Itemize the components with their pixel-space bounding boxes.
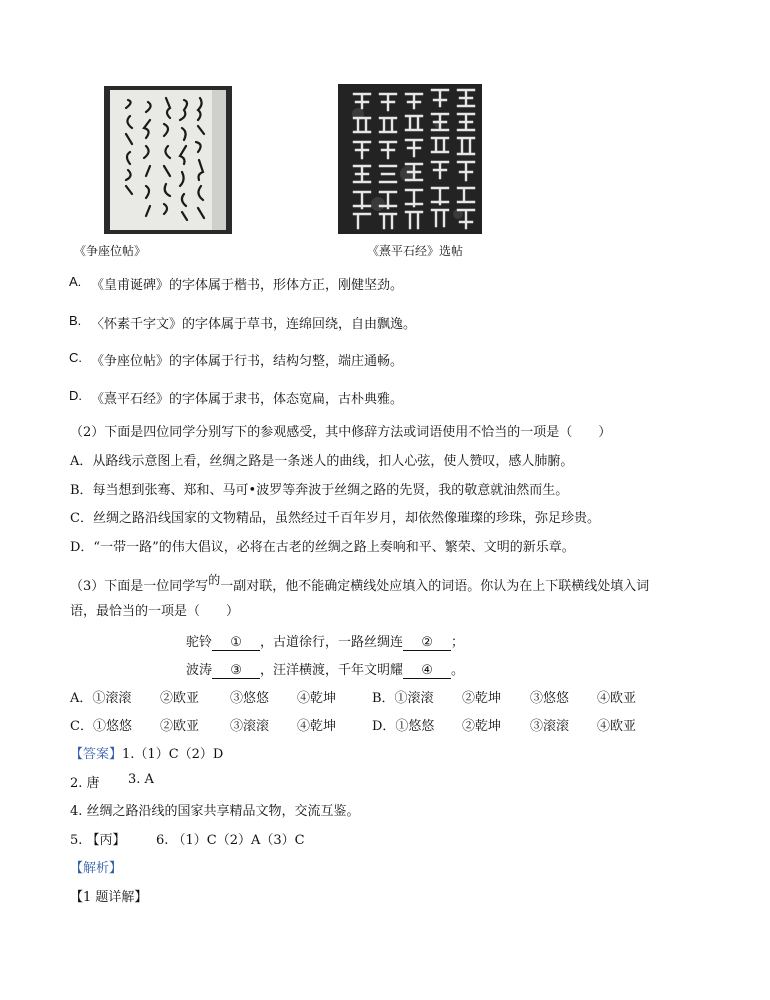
q3-option-a-1: A．①滚滚 <box>70 691 132 706</box>
option-text: 《熹平石经》的字体属于隶书，体态宽扁，古朴典雅。 <box>91 392 404 407</box>
option-letter: B. <box>69 313 82 328</box>
q3-option-d-1: D．①悠悠 <box>372 719 435 734</box>
image-caption-left: 《争座位帖》 <box>74 244 147 258</box>
answer-line-1 <box>70 743 223 762</box>
couplet-text: ，汪洋横渡，千年文明耀 <box>260 663 404 678</box>
q3-option-a-4: ④乾坤 <box>297 691 337 706</box>
couplet-line-1 <box>186 631 464 651</box>
image-caption-right: 《熹平石经》选帖 <box>367 244 464 258</box>
analysis-detail: 【1 题详解】 <box>70 890 148 905</box>
running-script-calligraphy-icon <box>104 86 232 234</box>
q2-option-d: D．“一带一路”的伟大倡议，必将在古老的丝绸之路上奏响和平、繁荣、文明的新乐章。 <box>70 540 575 555</box>
calligraphy-image-left <box>104 86 232 234</box>
q3-option-b-4: ④欧亚 <box>597 691 637 706</box>
option-text: 〈怀素千字文》的字体属于草书，连绵回绕，自由飘逸。 <box>91 317 417 332</box>
analysis-label: 【解析】 <box>70 861 123 876</box>
q3-option-b-2: ②乾坤 <box>462 691 502 706</box>
couplet-text: 波涛 <box>186 663 213 678</box>
q3-option-d-3: ③滚滚 <box>530 719 570 734</box>
q1-option-c <box>69 350 403 369</box>
answer-4: 4. 丝绸之路沿线的国家共享精品文物，交流互鉴。 <box>70 804 360 819</box>
clerical-script-stone-rubbing-icon <box>338 84 482 234</box>
answer-label: 【答案】 <box>70 747 123 762</box>
blank-1: ① <box>212 635 260 651</box>
q3-stem-part-b: 一副对联，他不能确定横线处应填入的词语。你认为在上下联横线处填入词 <box>220 579 650 594</box>
q3-option-d-2: ②乾坤 <box>462 719 502 734</box>
answer-5: 5. 【丙】 <box>70 833 126 848</box>
blank-4: ④ <box>403 663 451 679</box>
option-letter: A. <box>69 274 82 289</box>
q3-option-a-2: ②欧亚 <box>160 691 200 706</box>
option-letter: C. <box>69 350 82 365</box>
q2-stem: （2）下面是四位同学分别写下的参观感受，其中修辞方法或词语使用不恰当的一项是（ ） <box>70 425 612 440</box>
answer-1: 1.（1）C（2）D <box>122 747 224 762</box>
option-text: 《皇甫诞碑》的字体属于楷书，形体方正，刚健坚劲。 <box>91 278 404 293</box>
couplet-text: ； <box>451 635 465 650</box>
q2-option-c: C．丝绸之路沿线国家的文物精品，虽然经过千百年岁月，却依然像璀璨的珍珠，弥足珍贵。 <box>70 511 600 526</box>
answer-3: 3. A <box>128 772 154 787</box>
couplet-text: ，古道徐行，一路丝绸连 <box>260 635 404 650</box>
couplet-line-2 <box>186 659 464 679</box>
q3-stem-line2: 语，最恰当的一项是（ ） <box>70 604 240 619</box>
option-text: 《争座位帖》的字体属于行书，结构匀整，端庄通畅。 <box>91 354 404 369</box>
answer-6: 6. （1）C（2）A（3）C <box>156 833 305 848</box>
q3-option-a-3: ③悠悠 <box>230 691 270 706</box>
q3-option-b-3: ③悠悠 <box>530 691 570 706</box>
blank-3: ③ <box>212 663 260 679</box>
q1-option-b <box>69 313 416 332</box>
q1-option-d <box>69 388 403 407</box>
q3-stem <box>70 571 649 594</box>
answer-2: 2. 唐 <box>70 776 100 791</box>
blank-2: ② <box>403 635 451 651</box>
option-letter: D. <box>69 388 82 403</box>
q3-option-c-4: ④乾坤 <box>297 719 337 734</box>
q3-stem-raised: 的 <box>208 573 221 587</box>
couplet-text: 。 <box>451 663 465 678</box>
q3-option-d-4: ④欧亚 <box>597 719 637 734</box>
q1-option-a <box>69 274 403 293</box>
q3-option-c-3: ③滚滚 <box>230 719 270 734</box>
q3-option-c-2: ②欧亚 <box>160 719 200 734</box>
q3-option-b-1: B．①滚滚 <box>372 691 434 706</box>
q2-option-b: B．每当想到张骞、郑和、马可•波罗等奔波于丝绸之路的先贤，我的敬意就油然而生。 <box>70 483 569 498</box>
calligraphy-image-right <box>338 84 482 234</box>
couplet-text: 驼铃 <box>186 635 213 650</box>
q2-option-a: A．从路线示意图上看，丝绸之路是一条迷人的曲线，扣人心弦，使人赞叹，感人肺腑。 <box>70 454 574 469</box>
q3-stem-part-a: （3）下面是一位同学写 <box>70 579 209 594</box>
q3-option-c-1: C．①悠悠 <box>70 719 132 734</box>
